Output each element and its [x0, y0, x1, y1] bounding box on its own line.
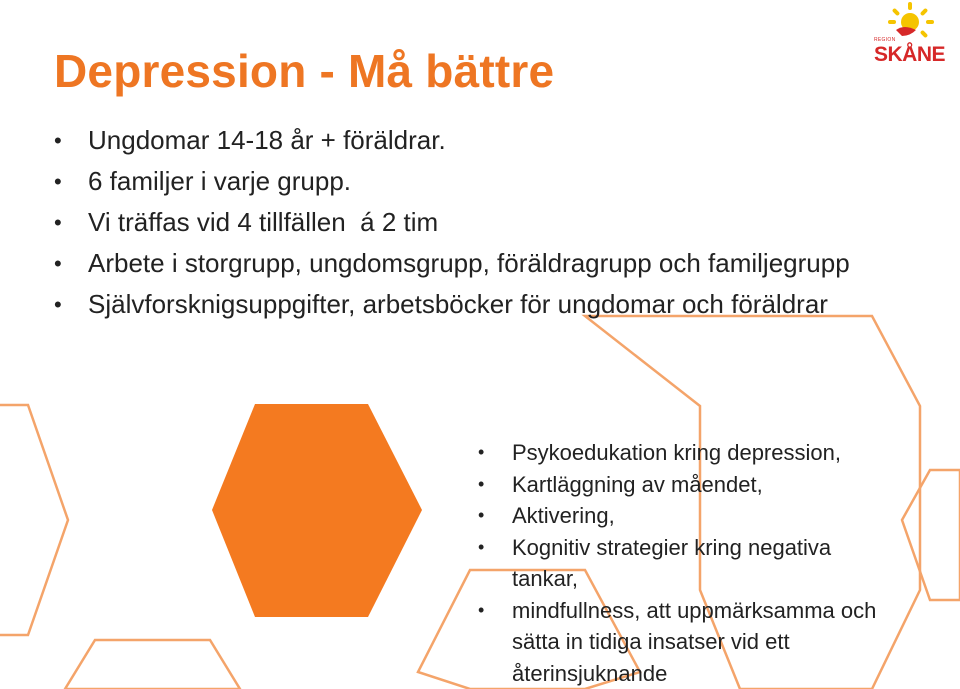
bullet-glyph: • — [54, 169, 62, 194]
sub-list-item-text: Aktivering, — [512, 503, 615, 528]
list-item — [54, 284, 854, 325]
hexagon-filled — [212, 404, 422, 617]
list-item-text: 6 familjer i varje grupp. — [88, 166, 351, 196]
logo-region-text: REGION — [874, 37, 896, 43]
bullet-glyph: • — [54, 251, 62, 276]
list-item-text: Självforsknigsuppgifter, arbetsböcker för ungdomar och föräldrar — [88, 289, 828, 319]
sub-list-item — [478, 437, 938, 469]
sub-list-item — [478, 469, 938, 501]
bullet-glyph: • — [478, 473, 485, 494]
list-item — [54, 202, 854, 243]
hexagon-outline-lower — [65, 640, 240, 689]
list-item — [54, 243, 854, 284]
sub-bullet-list — [478, 437, 938, 689]
slide-title: Depression - Må bättre — [54, 45, 555, 97]
list-item-text: Arbete i storgrupp, ungdomsgrupp, föräldragrupp och familjegrupp — [88, 248, 850, 278]
main-bullet-list — [54, 120, 854, 325]
bullet-glyph: • — [54, 210, 62, 235]
sub-list-item — [478, 500, 938, 532]
bullet-glyph: • — [54, 128, 62, 153]
list-item — [54, 161, 854, 202]
sub-list-item-text: Kognitiv strategier kring negativa tankar, — [512, 534, 832, 591]
sub-list-item — [478, 532, 902, 595]
bullet-glyph: • — [54, 292, 62, 317]
bullet-glyph: • — [478, 536, 485, 557]
bullet-glyph: • — [478, 505, 485, 525]
list-item-text: Ungdomar 14-18 år + föräldrar. — [88, 125, 446, 155]
sub-list-item-text: mindfullness, att uppmärksamma och sätta in tidiga insatser vid ett återinsjuknande — [512, 597, 877, 686]
logo-name: SKÅNE — [874, 43, 946, 66]
list-item-text: Vi träffas vid 4 tillfällen á 2 tim — [88, 207, 439, 237]
sub-list-item-text: Psykoedukation kring depression, — [512, 440, 841, 465]
bullet-glyph: • — [478, 442, 485, 462]
hexagon-outline-left — [0, 405, 68, 635]
bullet-glyph: • — [478, 599, 485, 620]
sub-list-item — [478, 595, 912, 689]
list-item — [54, 120, 854, 161]
sub-list-item-text: Kartläggning av måendet, — [512, 471, 763, 497]
